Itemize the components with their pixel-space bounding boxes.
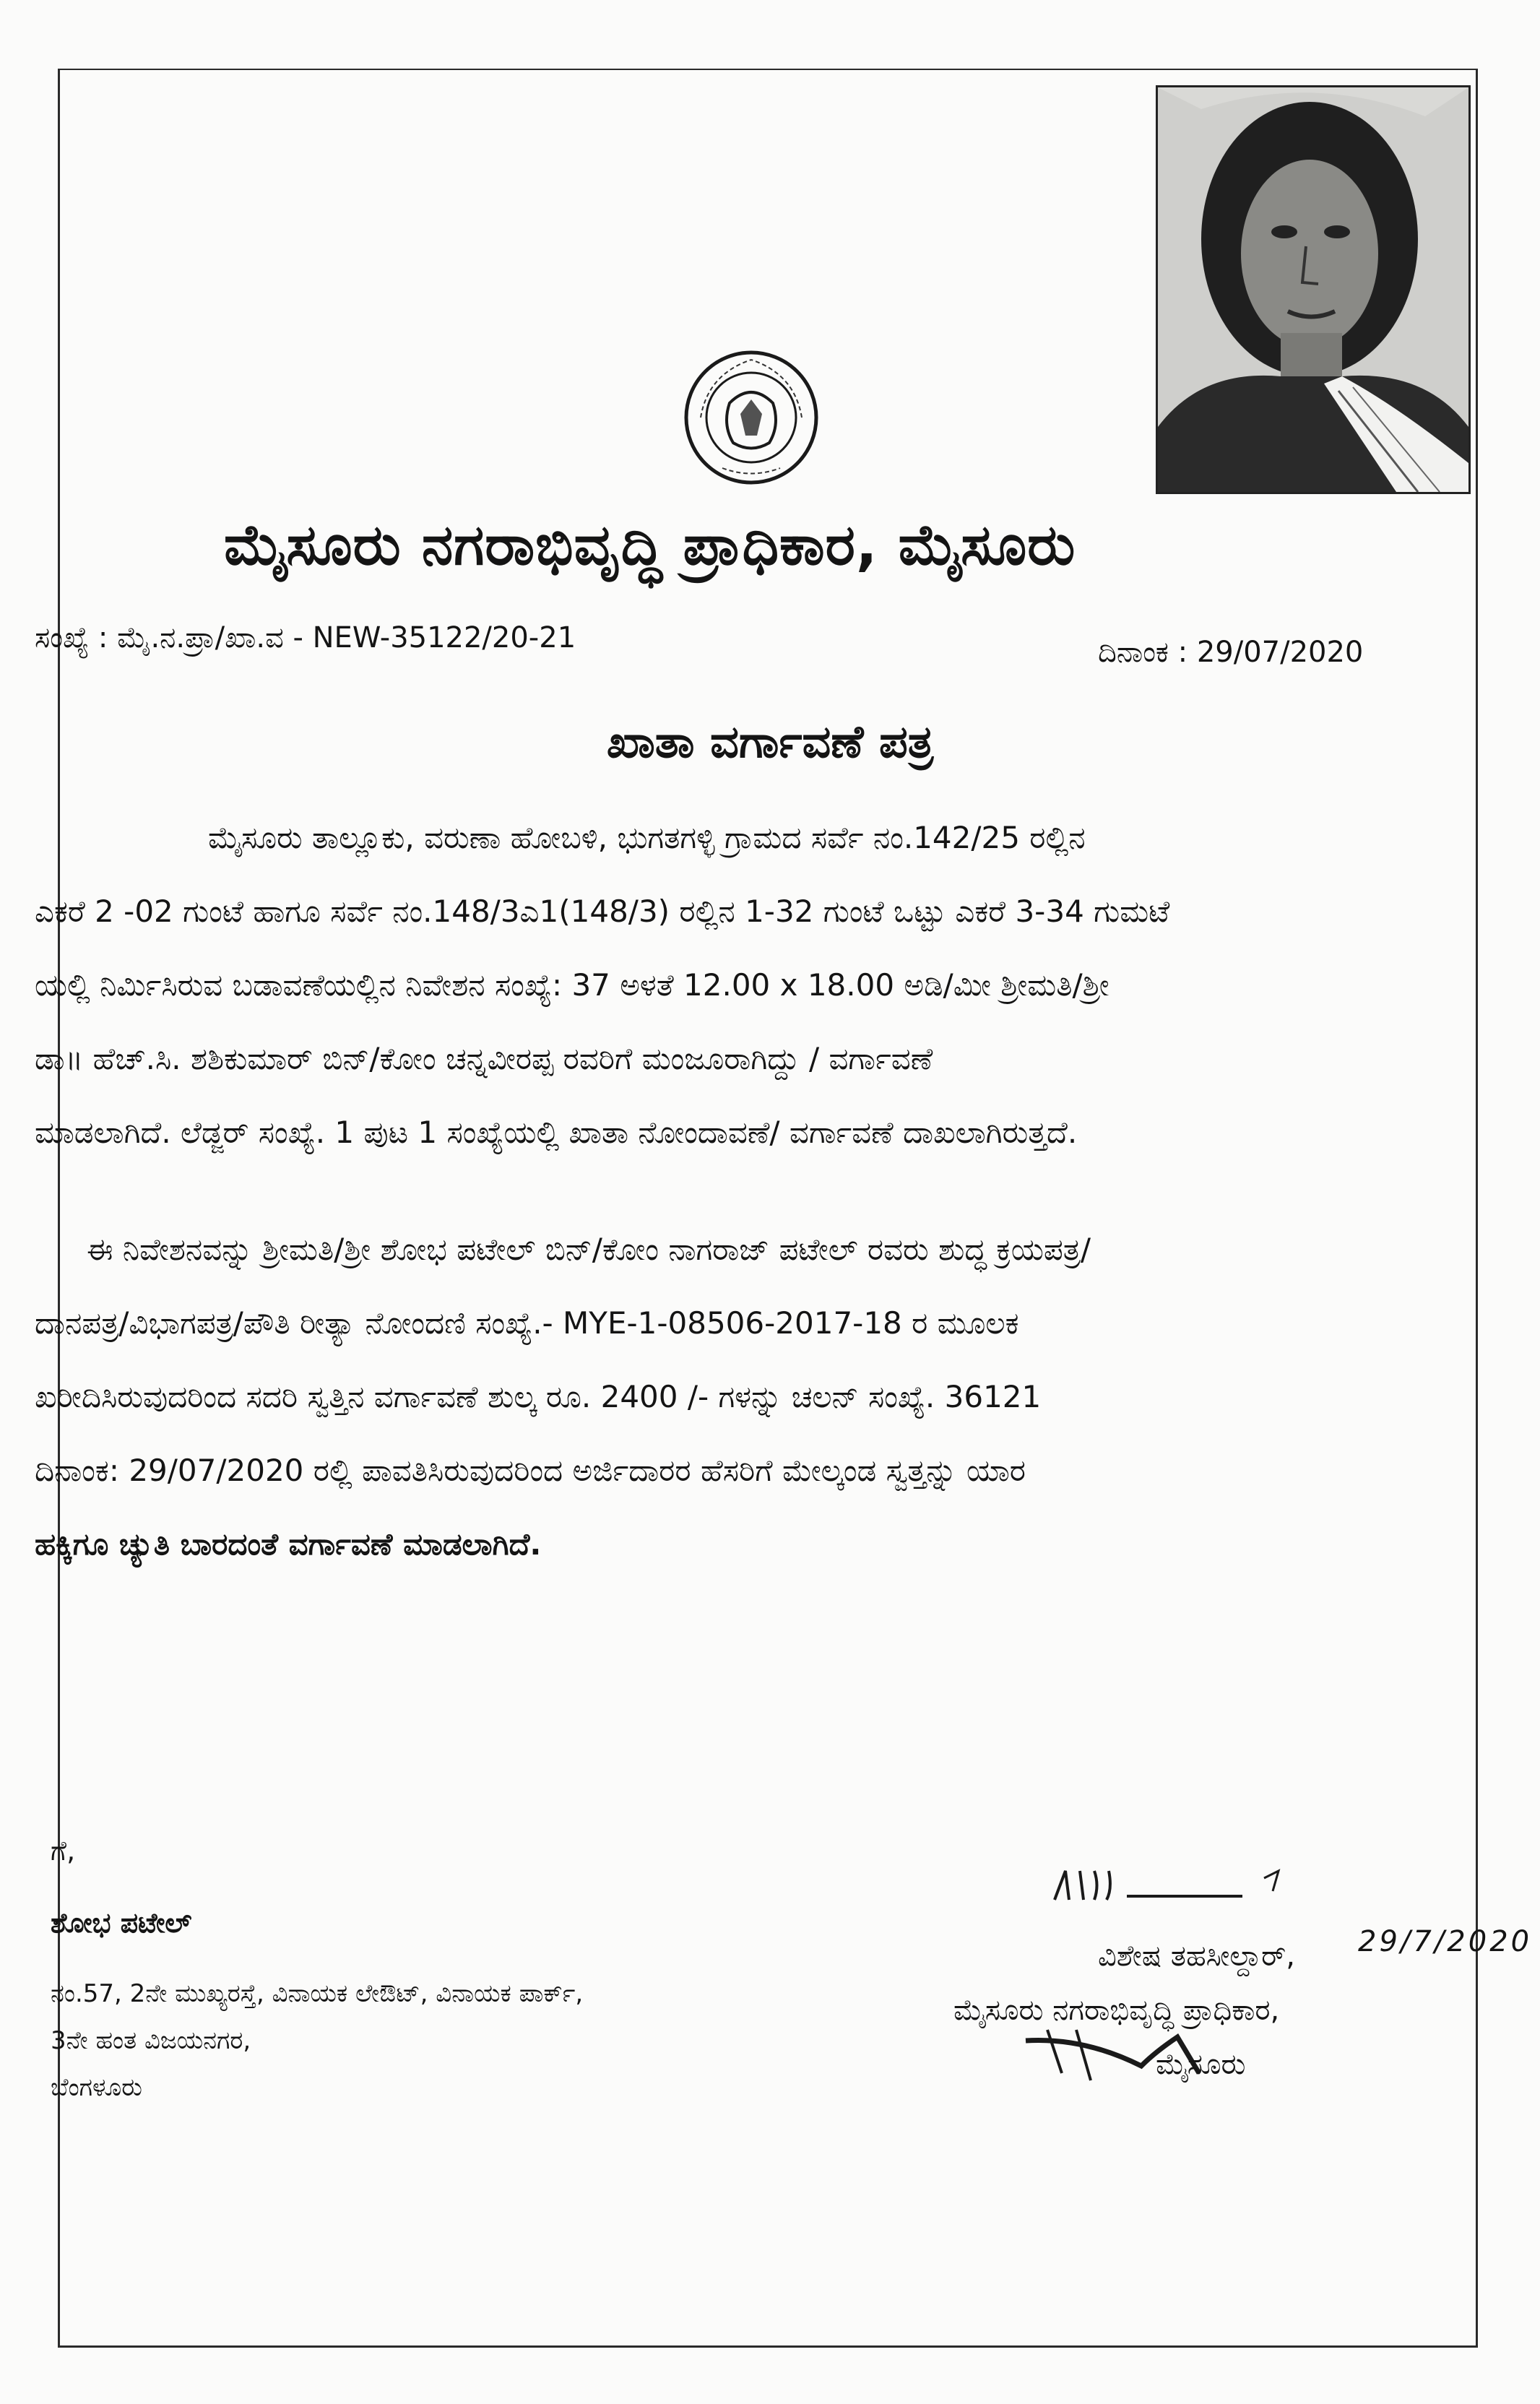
authority-seal-logo — [679, 345, 823, 490]
paragraph-line: ಎಕರೆ 2 -02 ಗುಂಟೆ ಹಾಗೂ ಸರ್ವೆ ನಂ.148/3ಎ1(148/3) ರಲ್ಲಿನ 1-32 ಗುಂಟೆ ಒಟ್ಟು ಎಕರೆ 3-34 ಗುಮಟೆ — [35, 894, 1170, 929]
signature-date: 29/7/2020 — [1358, 1925, 1533, 1958]
paragraph-line: ಖರೀದಿಸಿರುವುದರಿಂದ ಸದರಿ ಸ್ವತ್ತಿನ ವರ್ಗಾವಣೆ ಶುಲ್ಕ ರೂ. 2400 /- ಗಳನ್ನು ಚಲನ್ ಸಂಖ್ಯೆ. 36121 — [35, 1379, 1042, 1414]
paragraph-line: ಮೈಸೂರು ತಾಲ್ಲೂಕು, ವರುಣಾ ಹೋಬಳಿ, ಭುಗತಗಳ್ಳಿ ಗ್ರಾಮದ ಸರ್ವೆ ನಂ.142/25 ರಲ್ಲಿನ — [208, 820, 1086, 855]
addressee-address-line: ಬೆಂಗಳೂರು — [51, 2073, 142, 2102]
addressee-to: ಗೆ, — [51, 1835, 76, 1867]
paragraph-line: ದಾನಪತ್ರ/ವಿಭಾಗಪತ್ರ/ಪೌತಿ ರೀತ್ಯಾ ನೋಂದಣಿ ಸಂಖ್ಯೆ.- MYE-1-08506-2017-18 ರ ಮೂಲಕ — [35, 1305, 1019, 1341]
addressee-address-line: ನಂ.57, 2ನೇ ಮುಖ್ಯರಸ್ತೆ, ವಿನಾಯಕ ಲೇಔಟ್, ವಿನಾಯಕ ಪಾರ್ಕ್, — [51, 1979, 584, 2008]
organization-title: ಮೈಸೂರು ನಗರಾಭಿವೃದ್ಧಿ ಪ್ರಾಧಿಕಾರ, ಮೈಸೂರು — [224, 513, 1076, 578]
applicant-photo — [1156, 85, 1471, 494]
designation-line: ವಿಶೇಷ ತಹಸೀಲ್ದಾರ್, — [1098, 1940, 1295, 1973]
designation-line: ಮೈಸೂರು — [1156, 2048, 1246, 2081]
paragraph-line: ಡಾ॥ ಹೆಚ್.ಸಿ. ಶಶಿಕುಮಾರ್ ಬಿನ್/ಕೋಂ ಚನ್ನವೀರಪ್ಪ ರವರಿಗೆ ಮಂಜೂರಾಗಿದ್ದು / ವರ್ಗಾವಣೆ — [35, 1041, 933, 1076]
signature-block — [939, 1856, 1533, 2117]
paragraph-line: ದಿನಾಂಕ: 29/07/2020 ರಲ್ಲಿ ಪಾವತಿಸಿರುವುದರಿಂದ ಅರ್ಜಿದಾರರ ಹೆಸರಿಗೆ ಮೇಲ್ಕಂಡ ಸ್ವತ್ತನ್ನು ಯಾರ — [35, 1453, 1026, 1488]
addressee-address-line: 3ನೇ ಹಂತ ವಿಜಯನಗರ, — [51, 2026, 251, 2055]
reference-number: ಸಂಖ್ಯೆ : ಮೈ.ನ.ಪ್ರಾ/ಖಾ.ವ - NEW-35122/20-21 — [35, 621, 576, 654]
paragraph-line: ಈ ನಿವೇಶನವನ್ನು ಶ್ರೀಮತಿ/ಶ್ರೀ ಶೋಭ ಪಟೇಲ್ ಬಿನ್/ಕೋಂ ನಾಗರಾಜ್ ಪಟೇಲ್ ರವರು ಶುದ್ಧ ಕ್ರಯಪತ್ರ/ — [87, 1232, 1091, 1267]
paragraph-line: ಹಕ್ಕಿಗೂ ಚ್ಯುತಿ ಬಾರದಂತೆ ವರ್ಗಾವಣೆ ಮಾಡಲಾಗಿದೆ. — [35, 1526, 542, 1562]
paragraph-line: ಯಲ್ಲಿ ನಿರ್ಮಿಸಿರುವ ಬಡಾವಣೆಯಲ್ಲಿನ ನಿವೇಶನ ಸಂಖ್ಯೆ: 37 ಅಳತೆ 12.00 x 18.00 ಅಡಿ/ಮೀ ಶ್ರೀಮತಿ/ಶ್ರೀ — [35, 967, 1109, 1003]
issue-date: ದಿನಾಂಕ : 29/07/2020 — [1098, 636, 1364, 669]
paragraph-line: ಮಾಡಲಾಗಿದೆ. ಲೆಡ್ಜರ್ ಸಂಖ್ಯೆ. 1 ಪುಟ 1 ಸಂಖ್ಯೆಯಲ್ಲಿ ಖಾತಾ ನೋಂದಾವಣೆ/ ವರ್ಗಾವಣೆ ದಾಖಲಾಗಿರುತ್ತದೆ. — [35, 1115, 1078, 1150]
addressee-name: ಶೋಭ ಪಟೇಲ್ — [51, 1907, 192, 1939]
portrait-image — [1158, 87, 1468, 492]
document-title: ಖಾತಾ ವರ್ಗಾವಣೆ ಪತ್ರ — [606, 715, 934, 768]
designation-line: ಮೈಸೂರು ನಗರಾಭಿವೃದ್ಧಿ ಪ್ರಾಧಿಕಾರ, — [953, 1994, 1280, 2027]
